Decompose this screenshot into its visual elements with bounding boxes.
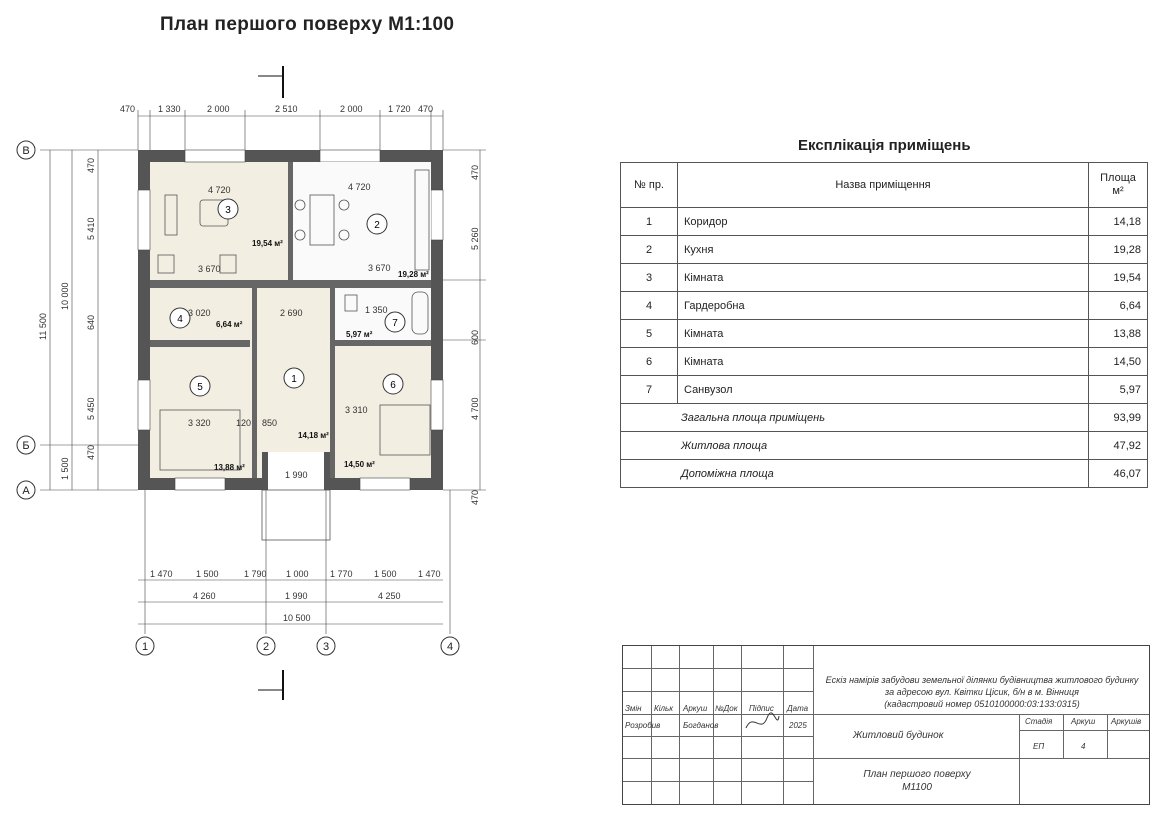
- explication-table: [620, 162, 1148, 488]
- svg-text:1 500: 1 500: [196, 569, 219, 579]
- svg-text:470: 470: [470, 164, 480, 180]
- svg-text:3 320: 3 320: [188, 418, 211, 428]
- svg-text:470: 470: [418, 104, 434, 114]
- drawing-name-l2: М1100: [902, 782, 932, 793]
- svg-text:4 720: 4 720: [208, 185, 231, 195]
- col-header-date: Дата: [787, 704, 809, 713]
- svg-text:470: 470: [470, 489, 480, 505]
- table-header-row: [621, 163, 1148, 208]
- total-name: Загальна площа приміщень: [621, 404, 1089, 432]
- col-header-signature: Підпис: [749, 704, 774, 713]
- table-row: [621, 376, 1148, 404]
- svg-text:1 470: 1 470: [150, 569, 173, 579]
- col-header-sheet: Аркуш: [683, 704, 708, 713]
- svg-text:2 690: 2 690: [280, 308, 303, 318]
- col-header-count: Кільк: [654, 704, 673, 713]
- svg-text:850: 850: [262, 418, 278, 428]
- row-num: 5: [621, 320, 678, 348]
- svg-text:1 990: 1 990: [285, 470, 308, 480]
- header-area-l2: м²: [1112, 185, 1124, 197]
- stamp-description-l2: за адресою вул. Квітки Цісик, б/н в м. Вінниця: [885, 687, 1079, 697]
- svg-text:2: 2: [262, 641, 270, 653]
- row-num: 3: [621, 264, 678, 292]
- room-marker-3: [218, 199, 238, 219]
- svg-text:11 500: 11 500: [38, 313, 48, 340]
- svg-text:1 500: 1 500: [60, 457, 70, 480]
- header-area-l1: Площа: [1100, 172, 1136, 184]
- svg-text:2 000: 2 000: [340, 104, 363, 114]
- svg-text:4: 4: [446, 641, 454, 653]
- svg-text:6: 6: [390, 380, 396, 391]
- header-num: № пр.: [621, 163, 678, 208]
- total-row: [621, 404, 1148, 432]
- drawing-name-l1: План першого поверху: [863, 769, 971, 780]
- stage-value: ЕП: [1033, 742, 1045, 751]
- row-name: Кімната: [678, 348, 1089, 376]
- svg-text:3: 3: [322, 641, 330, 653]
- sheet-value: 4: [1081, 742, 1086, 751]
- svg-text:19,54 м²: 19,54 м²: [252, 239, 283, 248]
- left-dimension-labels: [38, 158, 96, 480]
- col-header-changes: Змін: [625, 704, 642, 713]
- developer-name: Богданов: [683, 721, 719, 730]
- total-name: Житлова площа: [621, 432, 1089, 460]
- row-num: 2: [621, 236, 678, 264]
- total-row: [621, 432, 1148, 460]
- room-marker-1: [284, 368, 304, 388]
- total-row: [621, 460, 1148, 488]
- table-row: [621, 208, 1148, 236]
- svg-text:1: 1: [141, 641, 149, 653]
- svg-text:1 790: 1 790: [244, 569, 267, 579]
- top-dimension-labels: [120, 104, 433, 114]
- sheet-label: Аркуш: [1071, 717, 1096, 726]
- svg-text:5 450: 5 450: [86, 397, 96, 420]
- right-dimension-chain: [443, 150, 486, 490]
- svg-text:2: 2: [374, 220, 380, 231]
- svg-text:1 470: 1 470: [418, 569, 441, 579]
- room-marker-5: [190, 376, 210, 396]
- row-name: Гардеробна: [678, 292, 1089, 320]
- sheets-label: Аркушів: [1111, 717, 1142, 726]
- date-year: 2025: [789, 721, 807, 730]
- page-title: План першого поверху М1:100: [160, 14, 455, 35]
- row-num: 6: [621, 348, 678, 376]
- row-area: 19,54: [1089, 264, 1148, 292]
- header-name: Назва приміщення: [678, 163, 1089, 208]
- svg-text:1: 1: [291, 374, 297, 385]
- row-area: 14,50: [1089, 348, 1148, 376]
- svg-text:5,97 м²: 5,97 м²: [346, 330, 373, 339]
- svg-text:1 990: 1 990: [285, 591, 308, 601]
- table-row: [621, 236, 1148, 264]
- explication-title: Експлікація приміщень: [798, 137, 971, 154]
- table-row: [621, 264, 1148, 292]
- row-area: 19,28: [1089, 236, 1148, 264]
- row-area: 6,64: [1089, 292, 1148, 320]
- row-num: 4: [621, 292, 678, 320]
- svg-text:3 020: 3 020: [188, 308, 211, 318]
- svg-text:5 410: 5 410: [86, 217, 96, 240]
- svg-text:4: 4: [177, 314, 183, 325]
- section-mark-top: [258, 66, 283, 98]
- svg-text:14,50 м²: 14,50 м²: [344, 460, 375, 469]
- svg-text:4 700: 4 700: [470, 397, 480, 420]
- svg-text:14,18 м²: 14,18 м²: [298, 431, 329, 440]
- svg-text:А: А: [22, 485, 30, 497]
- svg-text:3 670: 3 670: [368, 263, 391, 273]
- row-name: Кімната: [678, 320, 1089, 348]
- svg-text:600: 600: [470, 329, 480, 345]
- svg-text:1 720: 1 720: [388, 104, 411, 114]
- svg-text:5: 5: [197, 382, 203, 393]
- total-area: 47,92: [1089, 432, 1148, 460]
- object-name: Житловий будинок: [853, 730, 944, 741]
- kitchen-floor: [293, 162, 431, 280]
- svg-text:13,88 м²: 13,88 м²: [214, 463, 245, 472]
- header-area: [1089, 163, 1148, 208]
- svg-text:1 350: 1 350: [365, 305, 388, 315]
- svg-text:1 000: 1 000: [286, 569, 309, 579]
- top-dimension-chain: [138, 110, 443, 150]
- row-area: 13,88: [1089, 320, 1148, 348]
- bottom-dimension-labels: [150, 569, 441, 623]
- svg-text:470: 470: [86, 157, 96, 173]
- table-row: [621, 348, 1148, 376]
- svg-text:640: 640: [86, 314, 96, 330]
- svg-text:3 670: 3 670: [198, 264, 221, 274]
- svg-text:3: 3: [225, 205, 231, 216]
- room-marker-4: [170, 308, 190, 328]
- row-num: 7: [621, 376, 678, 404]
- svg-text:В: В: [22, 145, 30, 157]
- row-area: 5,97: [1089, 376, 1148, 404]
- row-name: Коридор: [678, 208, 1089, 236]
- svg-text:2 510: 2 510: [275, 104, 298, 114]
- svg-text:4 250: 4 250: [378, 591, 401, 601]
- stamp-description-l3: (кадастровий номер 0510100000:03:133:0315): [884, 699, 1080, 709]
- row-name: Санвузол: [678, 376, 1089, 404]
- svg-text:470: 470: [120, 104, 136, 114]
- svg-text:19,28 м²: 19,28 м²: [398, 270, 429, 279]
- signature-mark: [743, 708, 781, 736]
- right-dimension-labels: [470, 165, 480, 505]
- svg-text:4 720: 4 720: [348, 182, 371, 192]
- row-name: Кімната: [678, 264, 1089, 292]
- title-block: [622, 645, 1150, 805]
- developer-label: Розробив: [625, 721, 661, 730]
- row-num: 1: [621, 208, 678, 236]
- svg-text:Б: Б: [22, 440, 30, 452]
- svg-text:6,64 м²: 6,64 м²: [216, 320, 243, 329]
- room-marker-7: [385, 312, 405, 332]
- svg-text:1 770: 1 770: [330, 569, 353, 579]
- svg-text:1 330: 1 330: [158, 104, 181, 114]
- svg-text:2 000: 2 000: [207, 104, 230, 114]
- total-name: Допоміжна площа: [621, 460, 1089, 488]
- total-area: 93,99: [1089, 404, 1148, 432]
- svg-text:5 260: 5 260: [470, 227, 480, 250]
- svg-text:1 500: 1 500: [374, 569, 397, 579]
- row-area: 14,18: [1089, 208, 1148, 236]
- stage-label: Стадія: [1025, 717, 1053, 726]
- svg-text:470: 470: [86, 444, 96, 460]
- row-name: Кухня: [678, 236, 1089, 264]
- total-area: 46,07: [1089, 460, 1148, 488]
- table-row: [621, 292, 1148, 320]
- table-row: [621, 320, 1148, 348]
- svg-text:120: 120: [236, 418, 252, 428]
- svg-text:10 000: 10 000: [60, 282, 70, 310]
- col-header-doc: №Док: [715, 704, 738, 713]
- room-marker-6: [383, 374, 403, 394]
- room-marker-2: [367, 214, 387, 234]
- stamp-description-l1: Ескіз намірів забудови земельної ділянки будівництва житлового будинку: [825, 675, 1139, 685]
- svg-text:3 310: 3 310: [345, 405, 368, 415]
- svg-text:7: 7: [392, 318, 398, 329]
- section-mark-bottom: [258, 670, 283, 700]
- svg-text:4 260: 4 260: [193, 591, 216, 601]
- svg-text:10 500: 10 500: [283, 613, 311, 623]
